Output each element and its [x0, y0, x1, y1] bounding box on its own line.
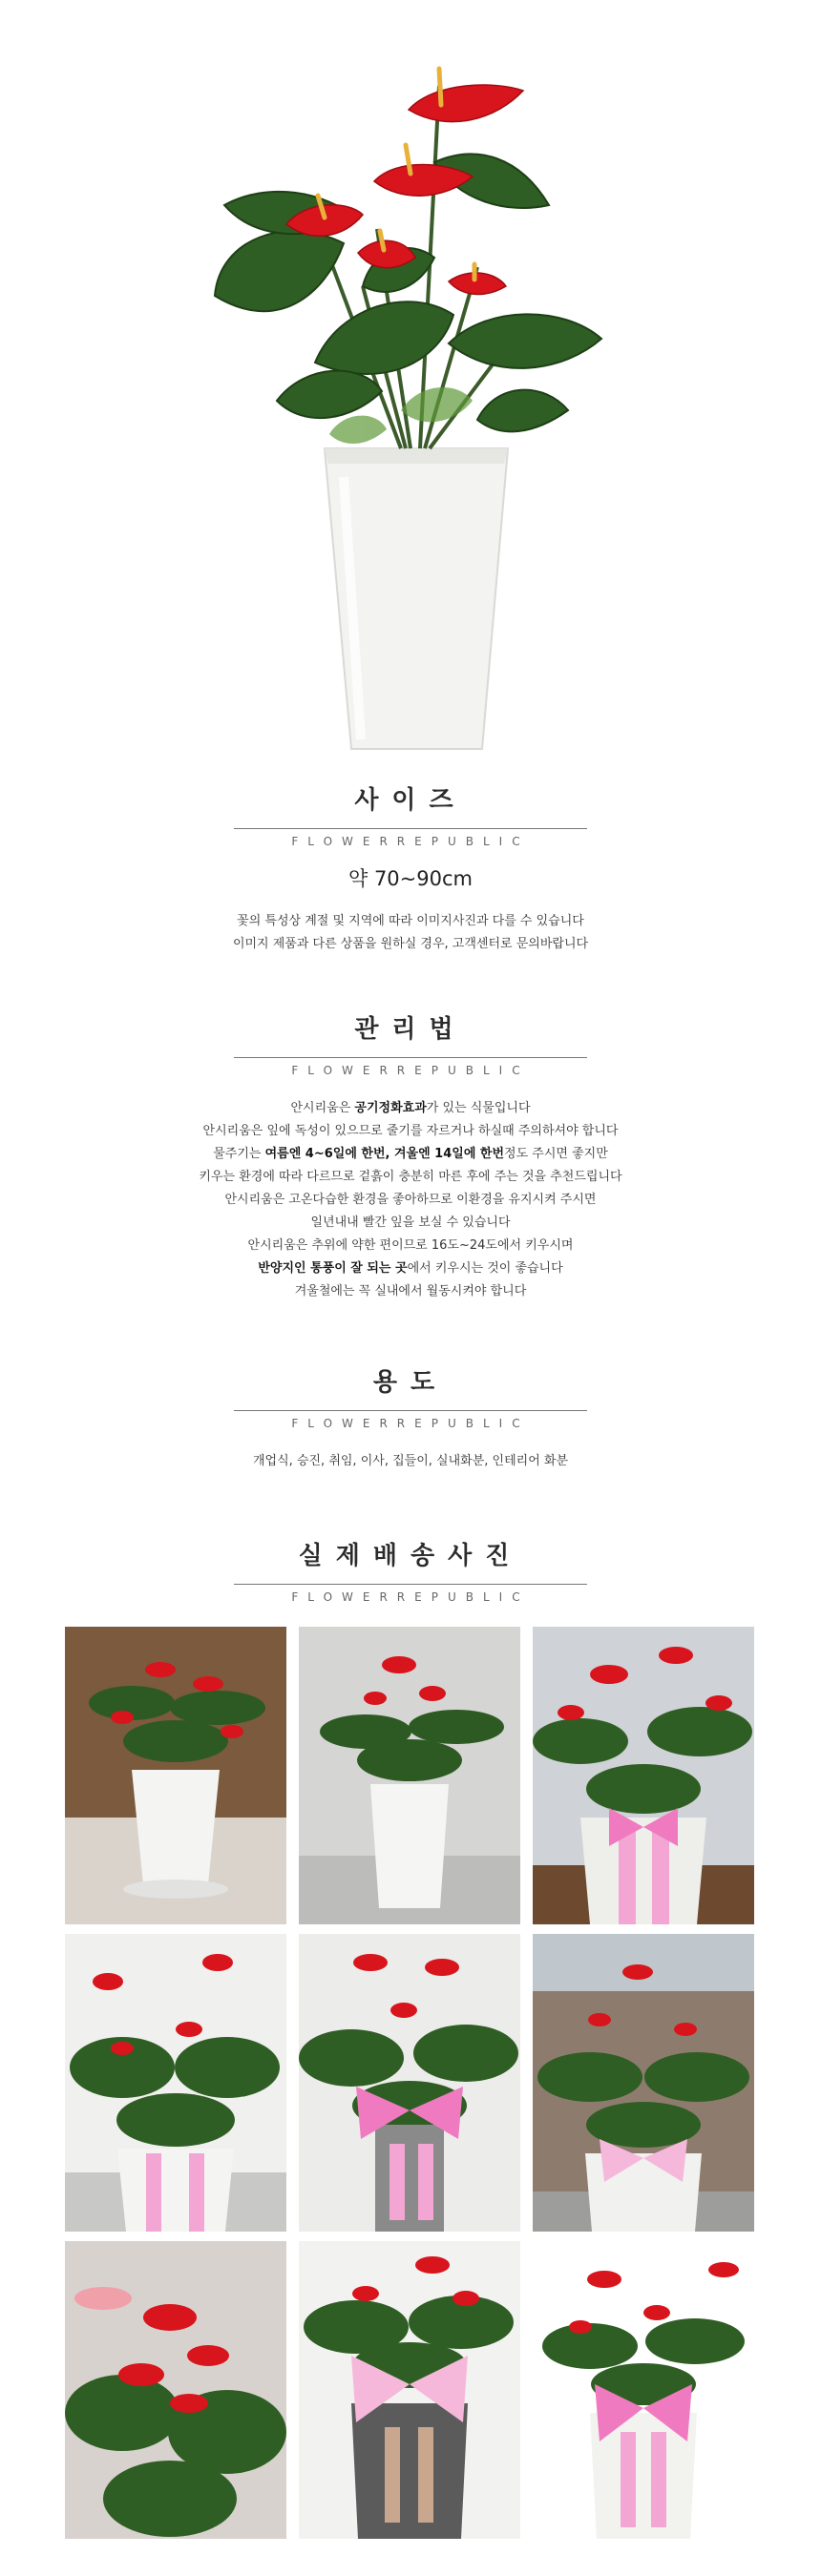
size-note: 이미지 제품과 다른 상품을 원하실 경우, 고객센터로 문의바랍니다	[232, 937, 589, 951]
size-note: 꽃의 특성상 계절 및 지역에 따라 이미지사진과 다를 수 있습니다	[237, 914, 584, 928]
delivery-photo	[533, 1934, 754, 2232]
size-section-title: 사이즈	[354, 786, 467, 815]
care-line: 물주기는 여름엔 4~6일에 한번, 겨울엔 14일에 한번정도 주시면 좋지만	[213, 1147, 608, 1161]
care-line: 안시리움은 추위에 약한 편이므로 16도~24도에서 키우시며	[247, 1238, 574, 1253]
delivery-photo	[65, 2241, 286, 2539]
size-value: 약 70~90cm	[347, 867, 473, 890]
care-line: 안시리움은 고온다습한 환경을 좋아하므로 이환경을 유지시켜 주시면	[224, 1193, 597, 1207]
delivery-photo	[299, 2241, 520, 2539]
delivery-photo	[299, 1934, 520, 2232]
size-brand-line: FLOWERREPUBLIC	[234, 828, 587, 848]
delivery-photo	[65, 1934, 286, 2232]
care-section-title: 관리법	[354, 1015, 467, 1044]
usage-text: 개업식, 승진, 취임, 이사, 집들이, 실내화분, 인테리어 화분	[253, 1454, 568, 1468]
delivery-photo	[533, 1627, 754, 1924]
delivery-section-title: 실제배송사진	[298, 1542, 523, 1570]
care-line: 키우는 환경에 따라 다르므로 겉흙이 충분히 마른 후에 주는 것을 추천드립니다	[199, 1170, 622, 1184]
delivery-photo	[65, 1627, 286, 1924]
delivery-photo	[299, 1627, 520, 1924]
care-line: 안시리움은 잎에 독성이 있으므로 줄기를 자르거나 하실때 주의하셔야 합니다	[202, 1124, 619, 1138]
care-line: 반양지인 통풍이 잘 되는 곳에서 키우시는 것이 좋습니다	[258, 1261, 563, 1276]
care-line: 안시리움은 공기정화효과가 있는 식물입니다	[290, 1101, 531, 1115]
care-instructions	[0, 1097, 821, 1303]
care-brand-line: FLOWERREPUBLIC	[234, 1057, 587, 1077]
delivery-brand-line: FLOWERREPUBLIC	[234, 1584, 587, 1604]
care-line: 겨울철에는 꼭 실내에서 월동시켜야 합니다	[294, 1284, 527, 1298]
usage-brand-line: FLOWERREPUBLIC	[234, 1410, 587, 1430]
hero-plant-image	[0, 0, 821, 763]
delivery-photo	[533, 2241, 754, 2539]
delivery-photo-gallery	[65, 1627, 754, 2543]
usage-section-title: 용도	[372, 1368, 449, 1397]
care-line: 일년내내 빨간 잎을 보실 수 있습니다	[310, 1215, 511, 1230]
size-notes	[0, 910, 821, 956]
anthurium-plant-image	[0, 0, 821, 763]
